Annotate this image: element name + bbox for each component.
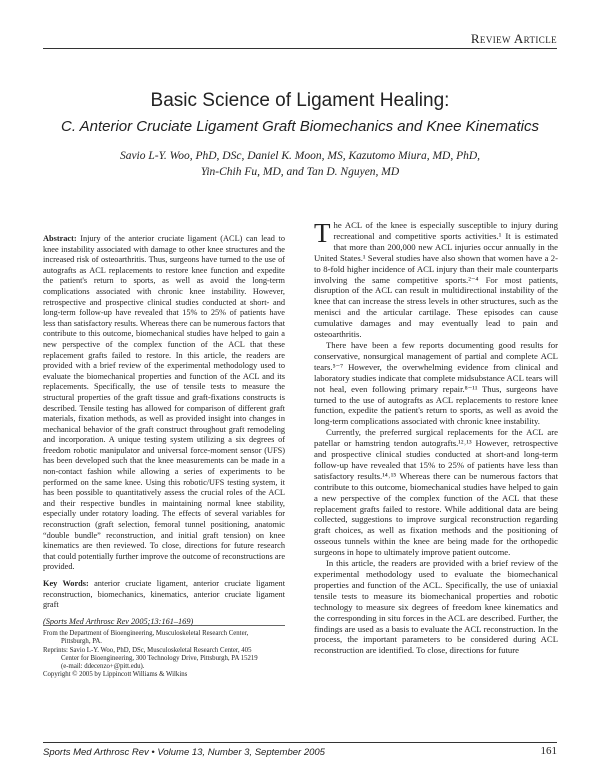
- body-paragraph-1: [314, 220, 558, 340]
- author-line-1: Savio L-Y. Woo, PhD, DSc, Daniel K. Moon, MS, Kazutomo Miura, MD, PhD,: [119, 150, 481, 162]
- affil-copyright: Copyright © 2005 by Lippincott Williams & Wilkins: [43, 671, 188, 679]
- body-p1-text: he ACL of the knee is especially susceptible to injury during recreational and competitive sports activities.¹ It is estimated that more than 200,000 new ACL injuries occur annually in the United States.¹ Several studies have also shown that women have a 2- to 8-fold higher incidence of ACL injury than their male counterparts involving the same competitive sports.²⁻⁴ For most patients, disruption of the ACL can result in multidirectional instability of the knee that can increase the stress levels in other structures, such as the menisci and the articular cartilage. These episodes can cause cumulative damages and may eventually lead to pain and osteoarthritis.: [314, 220, 558, 340]
- body-paragraph-4: In this article, the readers are provided with a brief review of the experimental methodology used to evaluate the biomechanical properties and function of the ACL. Specifically, the use of uniaxial tensile tests to measure its biomechanical properties and robotic technology to measure six degrees of freedom knee kinematics and the corresponding in situ forces in the ACL are described. Further, the findings are used as a basis to evaluate the ACL reconstruction. In the process, the important parameters to be considered during ACL reconstruction are identified. To close, directions for future: [314, 558, 558, 656]
- affiliation-rule: [43, 625, 285, 626]
- body-column: [314, 220, 558, 656]
- abstract-label: Abstract:: [43, 234, 77, 243]
- affil-from-1: From the Department of Bioengineering, Musculoskeletal Research Center,: [43, 630, 249, 637]
- affil-reprints-1: Reprints: Savio L-Y. Woo, PhD, DSc, Musculoskeletal Research Center, 405: [43, 646, 252, 654]
- affil-reprints-3: (e-mail: ddecenzo+@pitt.edu).: [61, 663, 145, 671]
- drop-cap: T: [314, 218, 331, 248]
- running-header: Review Article: [470, 31, 557, 46]
- author-list: [0, 148, 600, 180]
- page-number: 161: [540, 745, 557, 757]
- body-paragraph-2: There have been a few reports documenting good results for conservative, nonsurgical management of partial and complete ACL tears.⁵⁻⁷ However, the overwhelming evidence from clinical and laboratory studies indicate that complete midsubstance ACL tears will not heal, even following primary repair.⁸⁻¹¹ Thus, surgeons have turned to the use of autografts as ACL replacements to restore knee function, expedite the patient's return to sports, as well as avoid the long-term complications associated with chronic knee instability.: [314, 339, 558, 427]
- author-line-2: Yin-Chih Fu, MD, and Tan D. Nguyen, MD: [200, 166, 400, 178]
- abstract-text: Injury of the anterior cruciate ligament (ACL) can lead to knee instability associated with damage to other knee structures and the increased risk of osteoarthritis. Thus, surgeons have turned to the use of autografts as ACL replacements to restore knee function and expedite the patient's return to sports, as well as avoid the long-term complications associated with chronic knee instability. However, retrospective and prospective clinical studies conducted at short- and long-term follow-up have revealed that 15% to 25% of patients have less than satisfactory results. Whereas there can be numerous factors that contribute to this outcome, biomechanical studies have helped to gain a new perspective of the complex function of the ACL that these replacement grafts failed to restore. In this article, the readers are provided with a brief review of the experimental methodology used to evaluate the biomechanical properties and function of the ACL and its replacements. Specifically, the use of tensile tests to measure the structural properties of the graft tissue and graft-fixations constructs is described. Tensile testing has allowed for comparison of different graft materials, fixation methods, as well as provided insight into changes in mechanical behavior of the graft construct throughout graft remodeling and incorporation. A unique testing system utilizing a six degrees of freedom robotic manipulator and universal force-moment sensor (UFS) has been developed such that the knee measurements can be made in a non-contact fashion while allowing a series of experiments to be performed on the same knee. Using this robotic/UFS testing system, it has been possible to quantitatively assess the crucial roles of the ACL and their respective bundles in maintaining normal knee stability, especially under rotatory loading. The effects of several variables for reconstruction (graft selection, femoral tunnel positioning, anatomic “double bundle” reconstruction, and initial graft tension) on knee kinematics are then reviewed. To close, directions for future research that could potentially further improve the outcome of reconstructions are provided.: [43, 234, 285, 572]
- keywords-text: anterior cruciate ligament, anterior cruciate ligament reconstruction, biomechanics, kinematics, anterior cruciate ligament graft: [43, 579, 285, 610]
- header-rule: [43, 48, 557, 49]
- footer-rule: [43, 742, 557, 743]
- article-title: Basic Science of Ligament Healing:: [150, 90, 450, 111]
- affil-reprints-2: Center for Bioengineering, 300 Technology Drive, Pittsburgh, PA 15219: [61, 654, 258, 662]
- affil-from-2: Pittsburgh, PA.: [61, 638, 102, 646]
- article-subtitle: C. Anterior Cruciate Ligament Graft Biomechanics and Knee Kinematics: [60, 118, 539, 135]
- keywords-label: Key Words:: [43, 579, 89, 588]
- affiliation-block: [43, 630, 293, 680]
- journal-footer: Sports Med Arthrosc Rev • Volume 13, Number 3, September 2005: [43, 747, 325, 758]
- abstract-block: [43, 234, 285, 633]
- body-paragraph-3: Currently, the preferred surgical replacements for the ACL are patellar or hamstring tendon autografts.¹²˒¹³ However, retrospective and prospective clinical studies conducted at short-and long-term follow-up have revealed that 15% to 25% of patients have less than satisfactory results.¹⁴˒¹⁵ Whereas there can be numerous factors that contribute to this outcome, biomechanical studies have helped to gain a new perspective of the complex function of the ACL that these replacement grafts failed to restore. While additional data are being collected, suggestions to improve surgical reconstruction regarding graft choices, as well as fixation methods and the positioning of osseous tunnels within the knee are being made for the orthopedic surgeons in hope to ultimately improve patient outcome.: [314, 427, 558, 558]
- citation: (Sports Med Arthrosc Rev 2005;13:161–169): [43, 616, 194, 626]
